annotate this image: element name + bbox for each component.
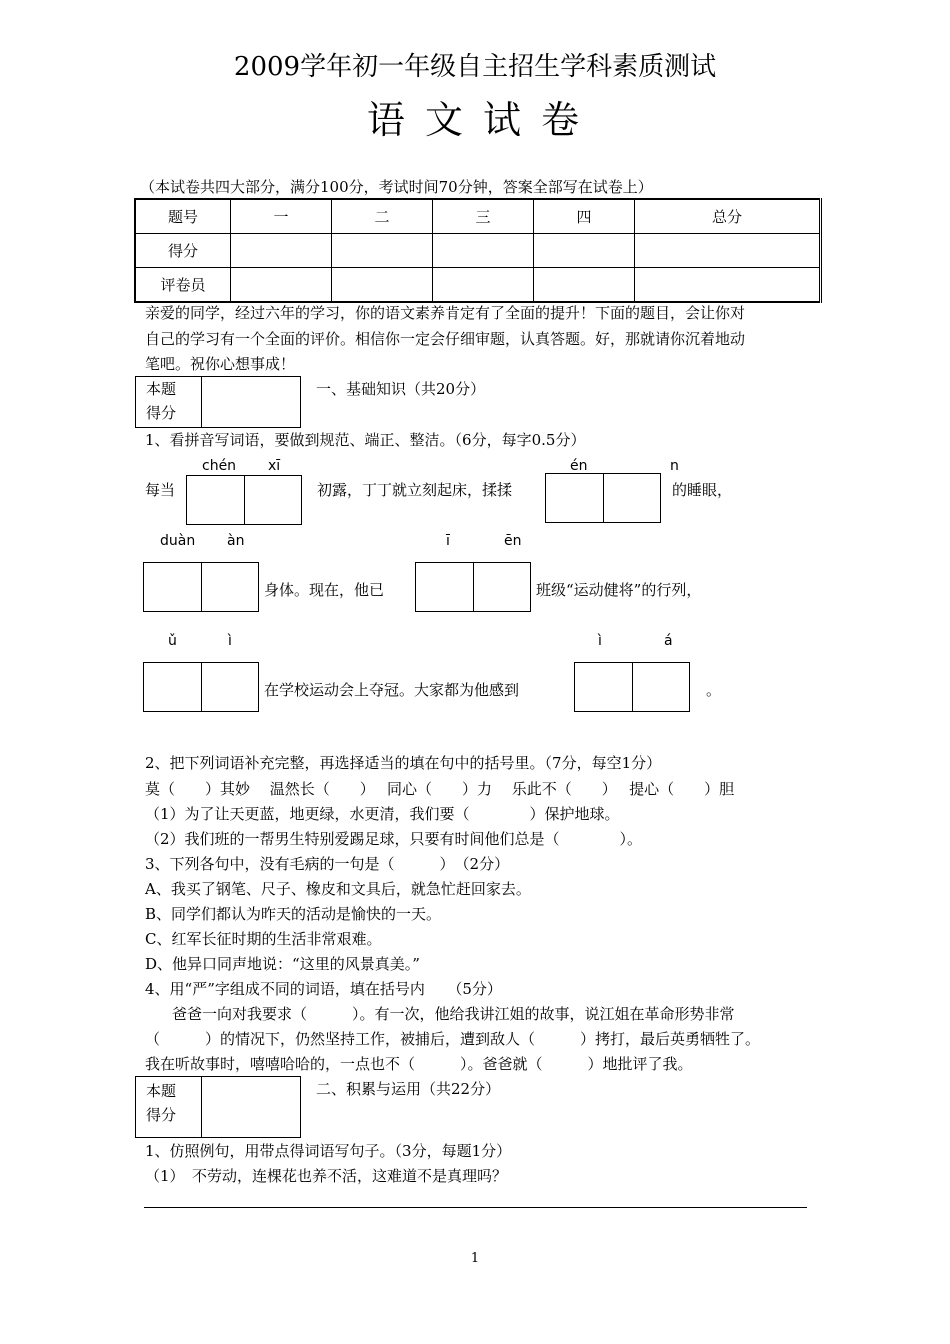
fill-text: 在学校运动会上夺冠。大家都为他感到 (264, 681, 520, 699)
fill-text: 初露，丁丁就立刻起床，揉揉 (317, 481, 513, 499)
question-prompt: 3、下列各句中，没有毛病的一句是（ ） （2分） (145, 855, 510, 873)
table-cell[interactable] (332, 268, 433, 303)
answer-box-pair[interactable] (186, 475, 302, 525)
table-cell: 题号 (135, 199, 231, 234)
intro-line: 自己的学习有一个全面的评价。相信你一定会仔细审题，认真答题。好，那就请你沉着地动 (145, 330, 746, 348)
fill-text: 班级“运动健将”的行列， (536, 581, 702, 599)
table-cell: 二 (332, 199, 433, 234)
table-cell[interactable] (635, 268, 821, 303)
question-prompt: 1、看拼音写词语，要做到规范、端正、整洁。（6分，每字0.5分） (145, 431, 586, 449)
question-text: 我在听故事时，嘻嘻哈哈的，一点也不（ ）。爸爸就（ ）地批评了我。 (145, 1055, 693, 1073)
table-cell: 三 (433, 199, 534, 234)
table-cell[interactable] (433, 268, 534, 303)
table-row (135, 199, 821, 234)
intro-line: 笔吧。祝你心想事成！ (145, 355, 296, 373)
pinyin-label: ēn (504, 533, 522, 549)
table-cell[interactable] (534, 234, 635, 268)
exam-subtitle: 语 文 试 卷 (366, 98, 584, 142)
pinyin-label: ì (228, 633, 232, 649)
section-score-box (135, 376, 301, 428)
answer-box-pair[interactable] (143, 662, 259, 712)
table-cell: 四 (534, 199, 635, 234)
fill-text: 身体。现在，他已 (264, 581, 385, 599)
answer-line[interactable] (144, 1207, 807, 1208)
question-text: 莫（ ）其妙 温然长（ ） 同心（ ）力 乐此不（ ） 提心（ ）胆 (145, 780, 735, 798)
table-cell[interactable] (231, 268, 332, 303)
pinyin-label: ì (598, 633, 602, 649)
table-cell[interactable] (534, 268, 635, 303)
option-b: B、同学们都认为昨天的活动是愉快的一天。 (145, 905, 442, 923)
pinyin-label: ǔ (168, 633, 177, 649)
pinyin-label: n (670, 458, 679, 474)
question-text: （1）为了让天更蓝，地更绿，水更清，我们要（ ）保护地球。 (145, 805, 620, 823)
exam-title: 2009学年初一年级自主招生学科素质测试 (233, 52, 717, 82)
pinyin-label: duàn (160, 533, 196, 549)
section-title: 一、基础知识（共20分） (316, 380, 486, 398)
section-title: 二、积累与运用（共22分） (316, 1080, 501, 1098)
table-cell[interactable] (635, 234, 821, 268)
pinyin-label: á (664, 633, 673, 649)
option-d: D、他异口同声地说：“这里的风景真美。” (145, 955, 420, 973)
pinyin-label: én (570, 458, 588, 474)
option-a: A、我买了钢笔、尺子、橡皮和文具后，就急忙赶回家去。 (145, 880, 531, 898)
table-row (135, 268, 821, 303)
exam-instructions: （本试卷共四大部分，满分100分，考试时间70分钟，答案全部写在试卷上） (140, 178, 653, 196)
table-cell: 一 (231, 199, 332, 234)
question-text: （2）我们班的一帮男生特别爱踢足球，只要有时间他们总是（ ）。 (145, 830, 643, 848)
pinyin-label: chén (202, 458, 237, 474)
question-text: （1） 不劳动，连棵花也养不活，这难道不是真理吗？ (145, 1167, 508, 1185)
section-score-box (135, 1076, 301, 1138)
answer-box-pair[interactable] (143, 562, 259, 612)
score-table (134, 198, 822, 303)
table-cell: 总分 (635, 199, 821, 234)
answer-box-pair[interactable] (545, 473, 661, 523)
pinyin-label: àn (227, 533, 245, 549)
question-prompt: 4、用“严”字组成不同的词语，填在括号内 （5分） (145, 980, 502, 998)
table-row (135, 234, 821, 268)
intro-line: 亲爱的同学，经过六年的学习，你的语文素养肯定有了全面的提升！下面的题目，会让你对 (145, 304, 746, 322)
fill-text: 每当 (145, 481, 176, 499)
score-box-label: 本题 得分 (136, 1077, 202, 1137)
table-cell[interactable] (332, 234, 433, 268)
question-text: （ ）的情况下，仍然坚持工作，被捕后，遭到敌人（ ）拷打，最后英勇牺牲了。 (145, 1030, 761, 1048)
score-box-label: 本题 得分 (136, 377, 202, 427)
option-c: C、红军长征时期的生活非常艰难。 (145, 930, 382, 948)
answer-box-pair[interactable] (574, 662, 690, 712)
fill-text: 。 (706, 681, 722, 699)
answer-box-pair[interactable] (415, 562, 531, 612)
table-cell: 得分 (135, 234, 231, 268)
page-number: 1 (470, 1251, 480, 1266)
fill-text: 的睡眼， (672, 481, 733, 499)
table-cell[interactable] (231, 234, 332, 268)
table-cell[interactable] (433, 234, 534, 268)
pinyin-label: xī (268, 458, 281, 474)
question-text: 爸爸一向对我要求（ ）。有一次，他给我讲江姐的故事，说江姐在革命形势非常 (172, 1005, 735, 1023)
question-prompt: 1、仿照例句，用带点得词语写句子。（3分，每题1分） (145, 1142, 512, 1160)
pinyin-label: ī (446, 533, 450, 549)
table-cell: 评卷员 (135, 268, 231, 303)
question-prompt: 2、把下列词语补充完整，再选择适当的填在句中的括号里。（7分，每空1分） (145, 754, 662, 772)
